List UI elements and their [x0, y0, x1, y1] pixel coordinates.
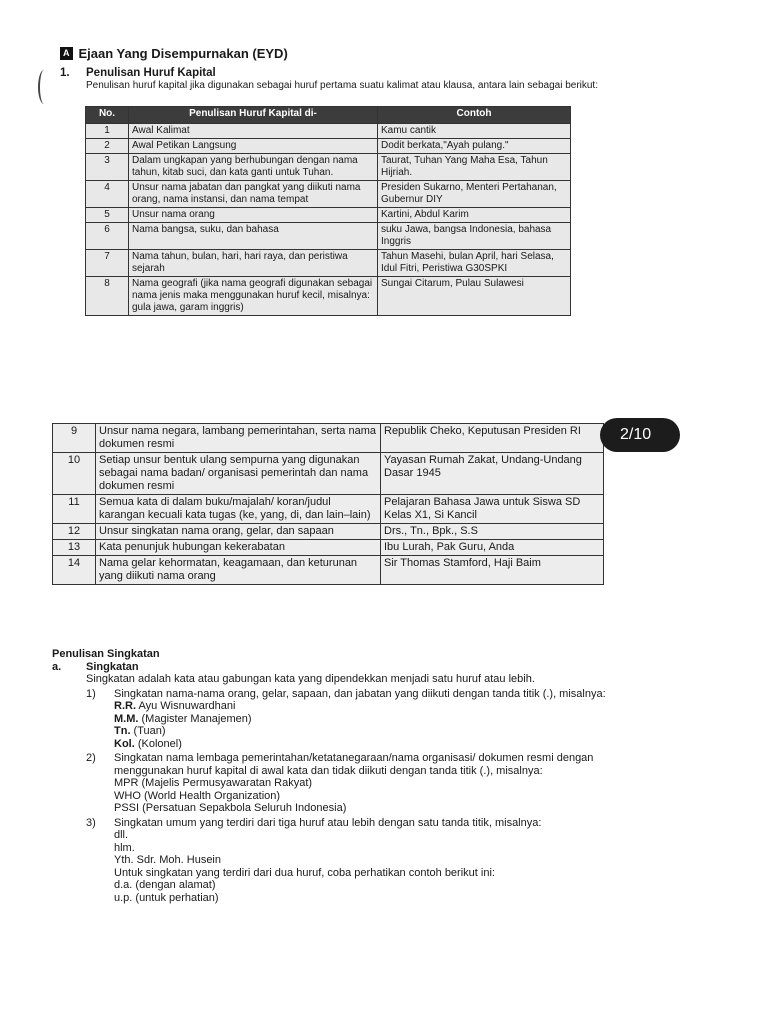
list-item	[52, 817, 642, 830]
subsection-number: 1.	[60, 67, 70, 79]
table-row	[53, 556, 604, 585]
abbreviation-section	[52, 648, 642, 904]
row-example: Ibu Lurah, Pak Guru, Anda	[381, 540, 604, 556]
row-example: Sungai Citarum, Pulau Sulawesi	[378, 277, 571, 316]
row-rule: Nama geografi (jika nama geografi digunakan sebagai nama jenis maka menggunakan huruf kecil, misalnya: gula jawa, garam inggris)	[129, 277, 378, 316]
subsection-heading	[60, 67, 216, 79]
example-line	[52, 725, 642, 738]
capital-letter-table-2	[52, 423, 604, 585]
row-no: 6	[86, 223, 129, 250]
list-item-number: 3)	[86, 816, 96, 829]
row-example: Tahun Masehi, bulan April, hari Selasa, Idul Fitri, Peristiwa G30SPKI	[378, 250, 571, 277]
row-example: Dodit berkata,"Ayah pulang."	[378, 139, 571, 154]
row-no: 14	[53, 556, 96, 585]
abbreviation-heading: Penulisan Singkatan	[52, 648, 160, 660]
table-row	[53, 495, 604, 524]
row-rule: Awal Petikan Langsung	[129, 139, 378, 154]
row-rule: Kata penunjuk hubungan kekerabatan	[96, 540, 381, 556]
example-line	[52, 738, 642, 751]
table-row	[53, 524, 604, 540]
row-rule: Unsur nama orang	[129, 208, 378, 223]
row-rule: Dalam ungkapan yang berhubungan dengan nama tahun, kitab suci, dan kata ganti untuk Tuhan.	[129, 154, 378, 181]
list-item-number: 1)	[86, 687, 96, 700]
example-line: PSSI (Persatuan Sepakbola Seluruh Indonesia)	[114, 802, 347, 814]
subheading-label: a.	[52, 660, 62, 673]
example-abbrev: R.R.	[114, 700, 136, 712]
definition-paragraph: Singkatan adalah kata atau gabungan kata yang dipendekkan menjadi satu huruf atau lebih.	[86, 673, 535, 685]
row-rule: Nama tahun, bulan, hari, hari raya, dan peristiwa sejarah	[129, 250, 378, 277]
example-meaning: (Kolonel)	[134, 737, 182, 750]
table-row	[86, 124, 571, 139]
table-row	[86, 181, 571, 208]
section-title: Ejaan Yang Disempurnakan (EYD)	[78, 46, 288, 61]
example-line: MPR (Majelis Permusyawaratan Rakyat)	[114, 777, 313, 789]
row-example: Kartini, Abdul Karim	[378, 208, 571, 223]
example-abbrev: Tn.	[114, 725, 131, 737]
row-rule: Semua kata di dalam buku/majalah/ koran/judul karangan kecuali kata tugas (ke, yang, di, dan lain–lain)	[96, 495, 381, 524]
section-heading	[60, 46, 288, 61]
example-line: Untuk singkatan yang terdiri dari dua huruf, coba perhatikan contoh berikut ini:	[114, 866, 495, 879]
row-example: Pelajaran Bahasa Jawa untuk Siswa SD Kelas X1, Si Kancil	[381, 495, 604, 524]
table-row	[86, 208, 571, 223]
example-abbrev: M.M.	[114, 712, 139, 725]
header-example: Contoh	[378, 107, 571, 124]
row-example: suku Jawa, bangsa Indonesia, bahasa Inggris	[378, 223, 571, 250]
example-line: d.a. (dengan alamat)	[114, 879, 216, 891]
table-row	[86, 250, 571, 277]
list-item-text: Singkatan umum yang terdiri dari tiga huruf atau lebih dengan satu tanda titik, misalnya:	[114, 816, 542, 829]
page-indicator-badge: 2/10	[600, 418, 680, 452]
subheading-title: Singkatan	[86, 660, 139, 673]
example-meaning: (Tuan)	[130, 725, 166, 737]
example-line: WHO (World Health Organization)	[114, 789, 281, 802]
example-line: Yth. Sdr. Moh. Husein	[114, 854, 221, 866]
example-line	[52, 713, 642, 726]
header-no: No.	[86, 107, 129, 124]
example-line: dll.	[114, 829, 129, 841]
example-meaning: (Magister Manajemen)	[138, 712, 252, 725]
list-item-text: Singkatan nama-nama orang, gelar, sapaan, dan jabatan yang diikuti dengan tanda titik (.), misalnya:	[114, 687, 606, 700]
row-no: 4	[86, 181, 129, 208]
row-rule: Nama bangsa, suku, dan bahasa	[129, 223, 378, 250]
row-example: Taurat, Tuhan Yang Maha Esa, Tahun Hijriah.	[378, 154, 571, 181]
row-example: Republik Cheko, Keputusan Presiden RI	[381, 424, 604, 453]
row-no: 2	[86, 139, 129, 154]
subheading-row	[52, 661, 642, 674]
example-line	[52, 700, 642, 713]
row-no: 8	[86, 277, 129, 316]
row-no: 3	[86, 154, 129, 181]
example-line: hlm.	[114, 841, 135, 854]
row-no: 12	[53, 524, 96, 540]
intro-paragraph: Penulisan huruf kapital jika digunakan sebagai huruf pertama suatu kalimat atau klausa, antara lain sebagai berikut:	[86, 80, 598, 91]
section-badge: A	[60, 47, 73, 60]
header-rule: Penulisan Huruf Kapital di-	[129, 107, 378, 124]
subsection-title: Penulisan Huruf Kapital	[86, 67, 216, 79]
row-no: 5	[86, 208, 129, 223]
list-item-number: 2)	[86, 752, 96, 764]
row-example: Kamu cantik	[378, 124, 571, 139]
table-header-row	[86, 107, 571, 124]
row-rule: Awal Kalimat	[129, 124, 378, 139]
row-example: Presiden Sukarno, Menteri Pertahanan, Gubernur DIY	[378, 181, 571, 208]
row-example: Yayasan Rumah Zakat, Undang-Undang Dasar 1945	[381, 453, 604, 495]
table-row	[53, 453, 604, 495]
row-rule: Setiap unsur bentuk ulang sempurna yang digunakan sebagai nama badan/ organisasi pemerintah dan nama dokumen resmi	[96, 453, 381, 495]
row-no: 1	[86, 124, 129, 139]
list-item	[52, 752, 642, 777]
row-no: 10	[53, 453, 96, 495]
row-no: 13	[53, 540, 96, 556]
row-no: 7	[86, 250, 129, 277]
table-row	[86, 223, 571, 250]
row-example: Drs., Tn., Bpk., S.S	[381, 524, 604, 540]
row-no: 11	[53, 495, 96, 524]
row-rule: Nama gelar kehormatan, keagamaan, dan keturunan yang diikuti nama orang	[96, 556, 381, 585]
example-line: u.p. (untuk perhatian)	[114, 891, 219, 904]
row-example: Sir Thomas Stamford, Haji Baim	[381, 556, 604, 585]
margin-bracket-mark	[38, 70, 50, 104]
list-item	[52, 688, 642, 701]
table-row	[53, 424, 604, 453]
row-rule: Unsur nama jabatan dan pangkat yang diikuti nama orang, nama instansi, dan nama tempat	[129, 181, 378, 208]
example-abbrev: Kol.	[114, 737, 135, 750]
row-rule: Unsur singkatan nama orang, gelar, dan sapaan	[96, 524, 381, 540]
table-row	[86, 277, 571, 316]
table-row	[86, 154, 571, 181]
example-meaning: Ayu Wisnuwardhani	[136, 700, 236, 712]
capital-letter-table-1	[85, 106, 571, 316]
row-rule: Unsur nama negara, lambang pemerintahan, serta nama dokumen resmi	[96, 424, 381, 453]
table-row	[53, 540, 604, 556]
row-no: 9	[53, 424, 96, 453]
table-row	[86, 139, 571, 154]
list-item-text: Singkatan nama lembaga pemerintahan/ketatanegaraan/nama organisasi/ dokumen resmi dengan menggunakan huruf kapital di awal kata dan tidak diikuti dengan tanda titik (.), misalnya:	[114, 752, 594, 777]
